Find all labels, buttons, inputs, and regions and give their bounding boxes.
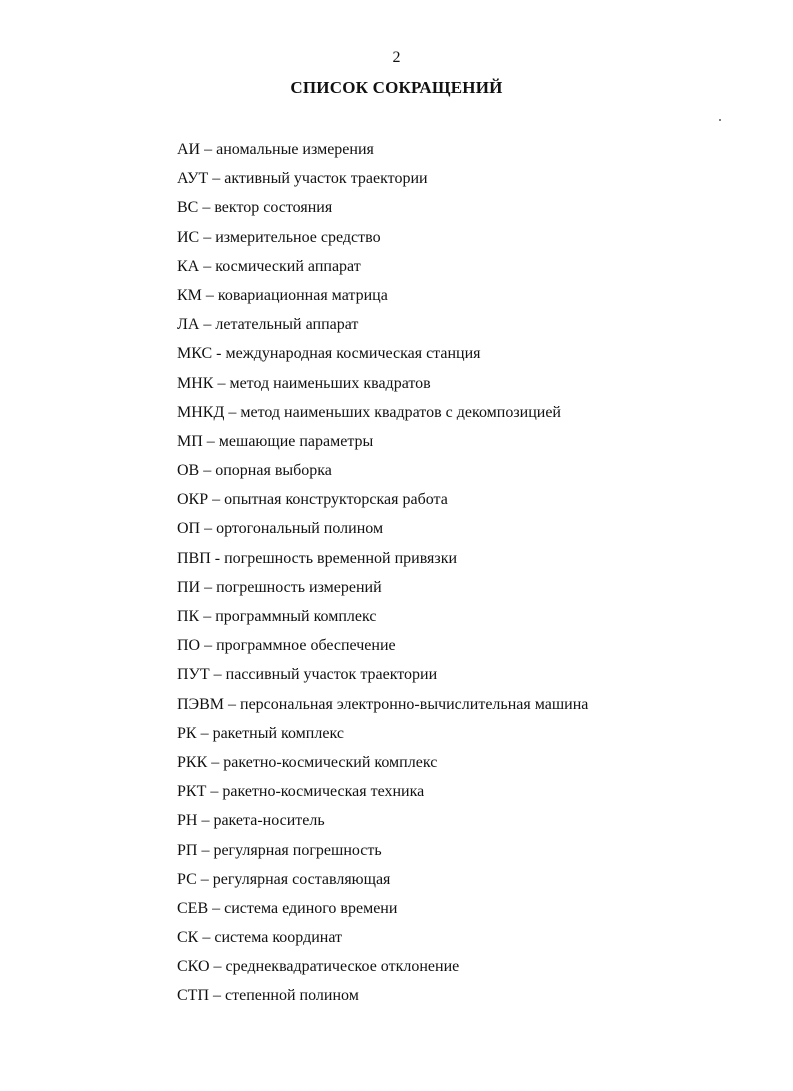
abbreviation-item: АИ – аномальные измерения <box>177 141 374 158</box>
abbreviation-item: ЛА – летательный аппарат <box>177 316 359 334</box>
abbreviation-item: РКТ – ракетно-космическая техника <box>177 783 425 801</box>
abbreviation-item: ОВ – опорная выборка <box>177 462 332 480</box>
abbreviation-item: ПВП - погрешность временной привязки <box>177 549 458 567</box>
abbreviation-item: ВС – вектор состояния <box>177 199 333 217</box>
abbreviation-item: РН – ракета-носитель <box>177 812 325 830</box>
abbreviation-item: СК – система координат <box>177 929 343 947</box>
abbreviation-item: РП – регулярная погрешность <box>177 841 382 859</box>
abbreviation-list <box>177 138 737 1014</box>
abbreviation-item: СТП – степенной полином <box>177 987 359 1005</box>
abbreviation-item: ПО – программное обеспечение <box>177 637 396 655</box>
abbreviation-item: ИС – измерительное средство <box>177 228 381 246</box>
abbreviation-item: МКС - международная космическая станция <box>177 345 481 363</box>
abbreviation-item: ПЭВМ – персональная электронно-вычислительная машина <box>177 695 589 713</box>
page-number: 2 <box>392 49 401 66</box>
abbreviation-item: СЕВ – система единого времени <box>177 899 398 917</box>
abbreviation-item: РКК – ракетно-космический комплекс <box>177 753 438 771</box>
abbreviation-item: ПК – программный комплекс <box>177 608 377 625</box>
abbreviation-item: ОП – ортогональный полином <box>177 520 384 538</box>
abbreviation-item: СКО – среднеквадратическое отклонение <box>177 958 460 976</box>
abbreviation-item: ПИ – погрешность измерений <box>177 578 382 596</box>
abbreviation-item: МНКД – метод наименьших квадратов с декомпозицией <box>177 403 561 421</box>
abbreviation-item: КА – космический аппарат <box>177 257 361 275</box>
abbreviation-item: РС – регулярная составляющая <box>177 870 391 888</box>
page-title: СПИСОК СОКРАЩЕНИЙ <box>290 78 503 97</box>
abbreviation-item: ПУТ – пассивный участок траектории <box>177 666 438 684</box>
abbreviation-item: РК – ракетный комплекс <box>177 724 344 742</box>
abbreviation-item: МП – мешающие параметры <box>177 432 374 450</box>
abbreviation-item: МНК – метод наименьших квадратов <box>177 374 431 392</box>
abbreviation-item: КМ – ковариационная матрица <box>177 286 388 304</box>
scan-speck <box>719 119 721 121</box>
abbreviation-item: ОКР – опытная конструкторская работа <box>177 491 448 509</box>
abbreviation-item: АУТ – активный участок траектории <box>177 170 428 188</box>
